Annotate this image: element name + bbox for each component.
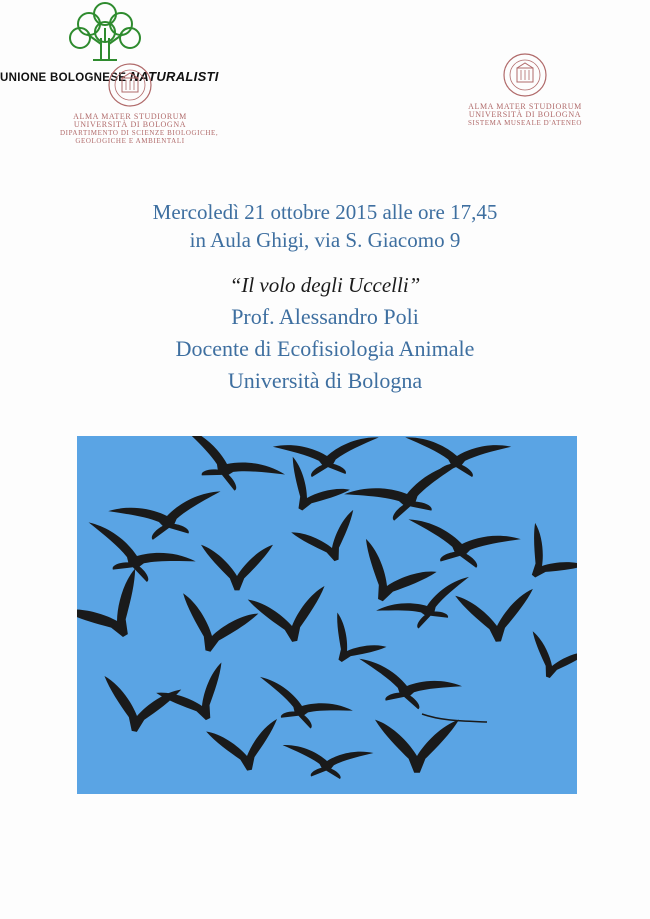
birds-silhouettes bbox=[77, 436, 577, 794]
ubn-name-brand: NATURALISTI bbox=[129, 69, 219, 84]
birds-illustration bbox=[77, 436, 577, 794]
speaker-name: Prof. Alessandro Poli bbox=[231, 304, 419, 329]
bird-flock bbox=[77, 436, 577, 782]
university-seal-icon bbox=[502, 52, 548, 98]
institution-line: UNIVERSITÀ DI BOLOGNA bbox=[73, 120, 187, 129]
institution-line: ALMA MATER STUDIORUM bbox=[468, 102, 582, 111]
tree-icon bbox=[65, 0, 145, 62]
logo-right bbox=[455, 52, 595, 127]
ubn-name-part: UNIONE BOLOGNESE bbox=[0, 72, 127, 84]
talk-title: “Il volo degli Uccelli” bbox=[229, 273, 421, 297]
bird-tail-streamer bbox=[422, 714, 487, 722]
speaker-role: Docente di Ecofisiologia Animale bbox=[175, 336, 475, 361]
logo-left bbox=[60, 62, 219, 145]
institution-line: UNIVERSITÀ DI BOLOGNA bbox=[468, 110, 582, 119]
event-place: in Aula Ghigi, via S. Giacomo 9 bbox=[189, 228, 461, 252]
department-line: DIPARTIMENTO DI SCIENZE BIOLOGICHE, bbox=[60, 129, 219, 137]
institution-line: ALMA MATER STUDIORUM bbox=[73, 112, 187, 121]
museum-system-line: SISTEMA MUSEALE D'ATENEO bbox=[467, 119, 583, 127]
university-seal-icon bbox=[107, 62, 153, 108]
speaker-university: Università di Bologna bbox=[227, 368, 423, 393]
event-date: Mercoledì 21 ottobre 2015 alle ore 17,45 bbox=[152, 200, 498, 224]
department-line: GEOLOGICHE E AMBIENTALI bbox=[75, 137, 185, 145]
